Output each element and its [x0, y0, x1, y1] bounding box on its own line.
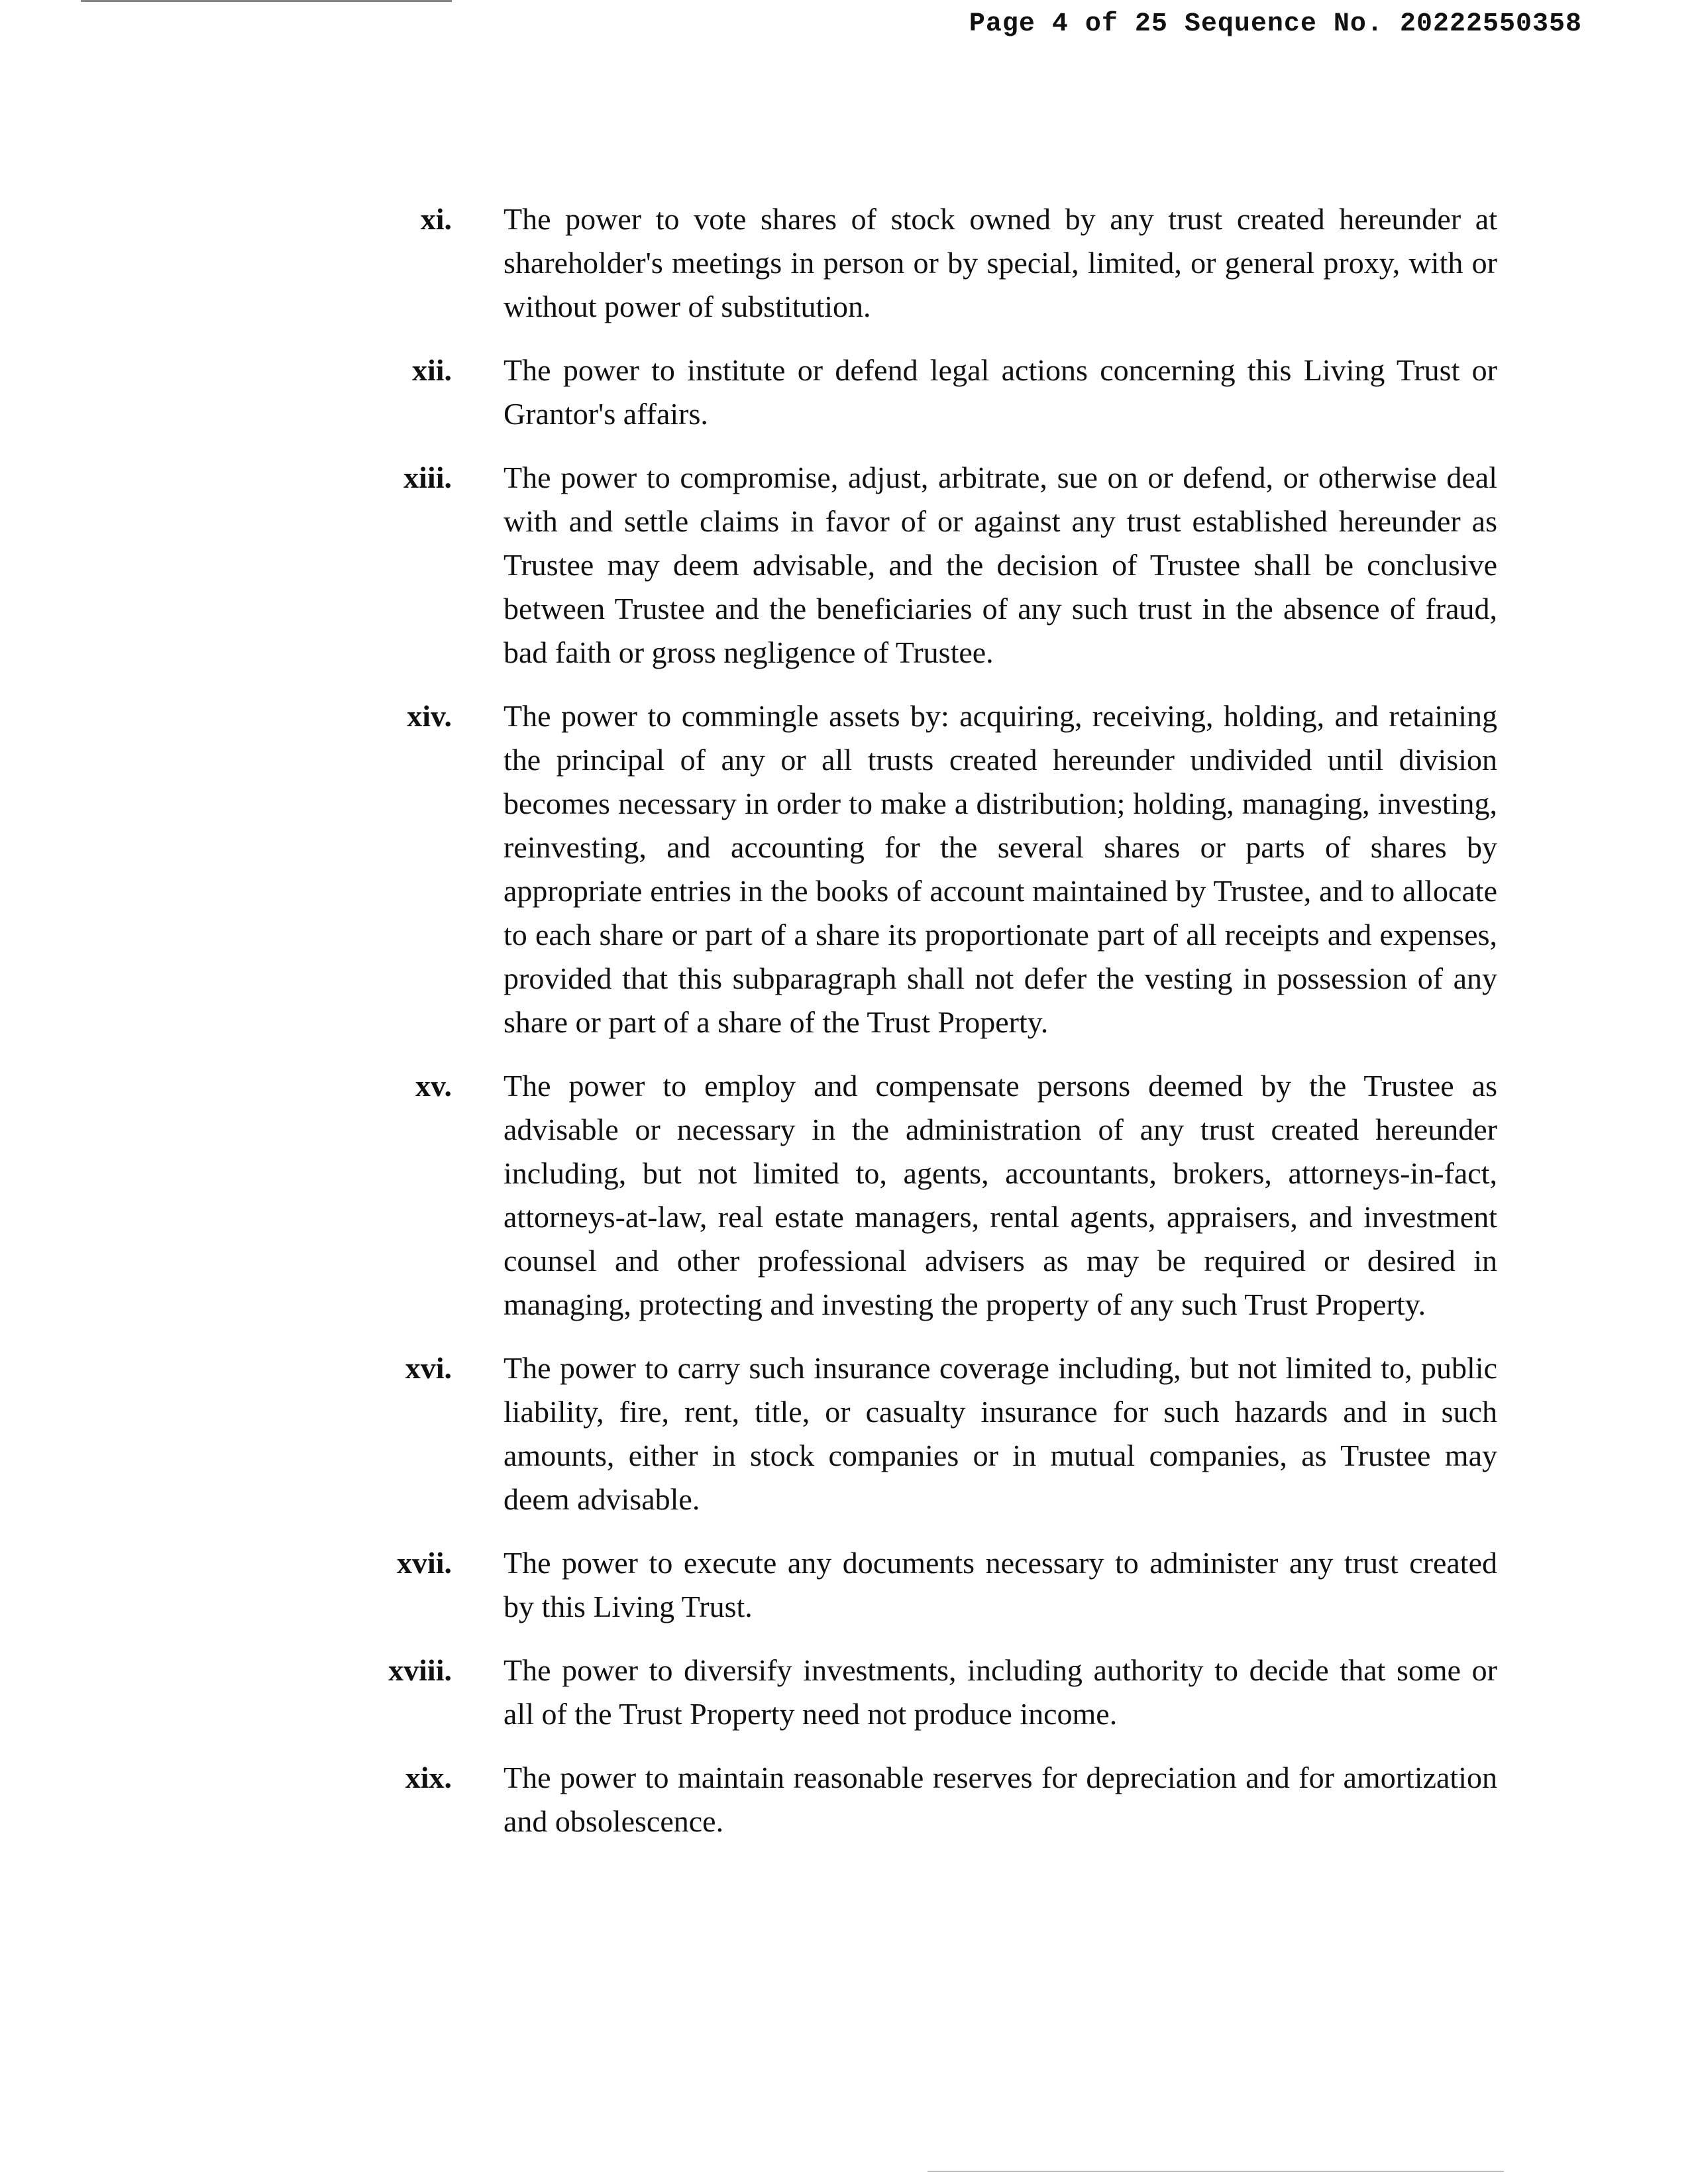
- power-item-xi: [371, 197, 1497, 329]
- item-text: The power to maintain reasonable reserves for depreciation and for amortization and obsolescence.: [504, 1761, 1497, 1838]
- item-text: The power to execute any documents necessary to administer any trust created by this Living Trust.: [504, 1546, 1497, 1623]
- power-item-xii: [371, 349, 1497, 436]
- item-text: The power to employ and compensate persons deemed by the Trustee as advisable or necessary in the administration of any trust created hereunder including, but not limited to, agents, accountants, brokers, attorneys-in-fact, attorneys-at-law, real estate managers, rental agents, appraisers, and investment counsel and other professional advisers as may be required or desired in managing, protecting and investing the property of any such Trust Property.: [504, 1069, 1497, 1321]
- power-item-xiii: [371, 456, 1497, 675]
- item-text: The power to carry such insurance coverage including, but not limited to, public liability, fire, rent, title, or casualty insurance for such hazards and in such amounts, either in stock companies or in mutual companies, as Trustee may deem advisable.: [504, 1351, 1497, 1516]
- item-numeral: xv.: [415, 1069, 452, 1103]
- item-numeral: xii.: [411, 353, 452, 387]
- page-header: Page 4 of 25 Sequence No. 20222550358: [969, 9, 1582, 39]
- item-text: The power to institute or defend legal actions concerning this Living Trust or Grantor's affairs.: [504, 353, 1497, 431]
- item-numeral: xix.: [405, 1761, 452, 1794]
- item-numeral: xviii.: [388, 1653, 452, 1687]
- item-text: The power to vote shares of stock owned by any trust created hereunder at shareholder's meetings in person or by special, limited, or general proxy, with or without power of substitution.: [504, 202, 1497, 323]
- item-numeral: xiv.: [407, 699, 452, 733]
- trustee-powers-list: [371, 197, 1497, 1863]
- item-numeral: xi.: [420, 202, 452, 236]
- power-item-xvi: [371, 1346, 1497, 1521]
- item-text: The power to diversify investments, including authority to decide that some or all of the Trust Property need not produce income.: [504, 1653, 1497, 1731]
- power-item-xiv: [371, 694, 1497, 1044]
- item-text: The power to commingle assets by: acquiring, receiving, holding, and retaining the principal of any or all trusts created hereunder undivided until division becomes necessary in order to make a distribution; holding, managing, investing, reinvesting, and accounting for the several shares or parts of shares by appropriate entries in the books of account maintained by Trustee, and to allocate to each share or part of a share its proportionate part of all receipts and expenses, provided that this subparagraph shall not defer the vesting in possession of any share or part of a share of the Trust Property.: [504, 699, 1497, 1039]
- item-numeral: xiii.: [403, 461, 452, 494]
- item-numeral: xvii.: [396, 1546, 452, 1580]
- power-item-xviii: [371, 1649, 1497, 1736]
- item-numeral: xvi.: [405, 1351, 452, 1385]
- power-item-xv: [371, 1064, 1497, 1327]
- scan-artifact-bottom: [928, 2171, 1504, 2172]
- power-item-xix: [371, 1756, 1497, 1843]
- item-text: The power to compromise, adjust, arbitrate, sue on or defend, or otherwise deal with and settle claims in favor of or against any trust established hereunder as Trustee may deem advisable, and the decision of Trustee shall be conclusive between Trustee and the beneficiaries of any such trust in the absence of fraud, bad faith or gross negligence of Trustee.: [504, 461, 1497, 669]
- scan-artifact-top: [81, 0, 452, 2]
- power-item-xvii: [371, 1541, 1497, 1629]
